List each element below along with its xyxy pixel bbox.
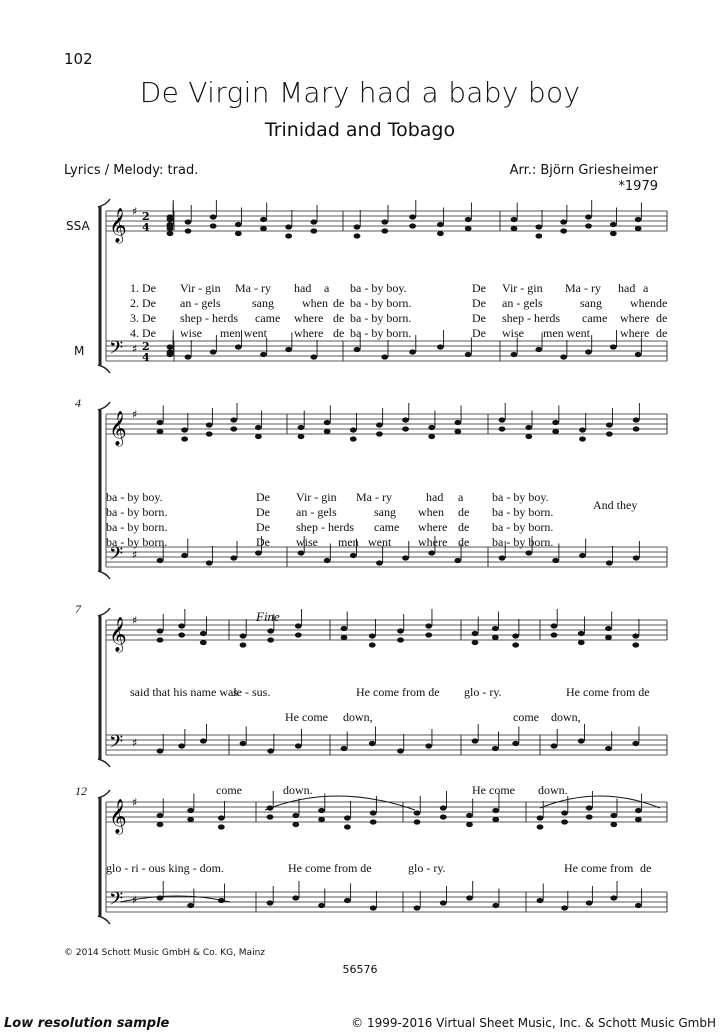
notehead [376, 560, 383, 565]
upper-lyric: He come from de [356, 685, 440, 699]
notehead [492, 626, 499, 631]
notehead [157, 628, 164, 633]
notehead [381, 219, 388, 224]
notehead [370, 819, 377, 824]
notehead [586, 814, 593, 819]
notehead [267, 748, 274, 753]
notehead [210, 214, 217, 219]
notehead [472, 640, 479, 645]
notehead [635, 903, 642, 908]
notehead [369, 741, 376, 746]
notehead [579, 436, 586, 441]
notehead [298, 434, 305, 439]
lower-lyric: He come [285, 710, 328, 724]
notehead [260, 226, 267, 231]
notehead [632, 741, 639, 746]
lower-lyric: down, [551, 710, 581, 724]
notehead [240, 633, 247, 638]
notehead [551, 623, 558, 628]
notehead [285, 347, 292, 352]
measure-number-4: 4 [75, 396, 81, 410]
lower-lyric: come [513, 710, 539, 724]
notehead [369, 633, 376, 638]
notehead [167, 352, 174, 357]
sharp-icon: ♯ [132, 205, 138, 218]
bass-clef-icon: 𝄢 [109, 338, 124, 363]
notehead [552, 420, 559, 425]
sharp-icon: ♯ [132, 342, 138, 356]
voice-label-ssa: SSA [66, 219, 90, 233]
notehead [635, 808, 642, 813]
notehead [551, 632, 558, 637]
notehead [466, 822, 473, 827]
verse-2-line: 2. De an - gels sang when de ba - by born. De an - gels sang when de [130, 296, 668, 310]
notehead [292, 822, 299, 827]
notehead [341, 635, 348, 640]
notehead [610, 813, 617, 818]
bracket-hook [98, 571, 110, 579]
notehead [235, 344, 242, 349]
notehead [235, 231, 242, 236]
top-lyric: come [216, 783, 242, 797]
notehead [525, 434, 532, 439]
notehead [579, 427, 586, 432]
sharp-icon: ♯ [132, 408, 138, 421]
notehead [187, 903, 194, 908]
notehead [560, 354, 567, 359]
bracket-hook [98, 790, 110, 798]
notehead [295, 623, 302, 628]
notehead [255, 550, 262, 555]
time-signature: 2 [142, 210, 150, 223]
catalog-number: 56576 [342, 963, 378, 976]
notehead [255, 425, 262, 430]
notehead [210, 349, 217, 354]
notehead [381, 228, 388, 233]
notehead [440, 900, 447, 905]
notehead [492, 746, 499, 751]
notehead [409, 214, 416, 219]
song-origin: Trinidad and Tobago [264, 119, 456, 141]
notehead [298, 550, 305, 555]
notehead [537, 898, 544, 903]
notehead [425, 743, 432, 748]
notehead [381, 354, 388, 359]
notehead [428, 550, 435, 555]
notehead [354, 347, 361, 352]
notehead [370, 905, 377, 910]
notehead [324, 558, 331, 563]
notehead [465, 226, 472, 231]
notehead [610, 222, 617, 227]
notehead [206, 422, 213, 427]
notehead [185, 219, 192, 224]
low-resolution-label: Low resolution sample [4, 1016, 170, 1031]
verse-3-line: ba - by born. De shep - herds came where de ba - by born. [106, 520, 554, 534]
time-signature: 2 [142, 340, 150, 353]
notehead [537, 815, 544, 820]
notehead [267, 628, 274, 633]
bass-clef-icon: 𝄢 [109, 732, 124, 757]
notehead [511, 352, 518, 357]
notehead [350, 436, 357, 441]
notehead [560, 228, 567, 233]
notehead [454, 420, 461, 425]
notehead [344, 898, 351, 903]
notehead [298, 425, 305, 430]
verse-4-line: ba - by born. De wise men went where de ba - by born. [106, 535, 554, 549]
verse-1-line: 1. De Vir - gin Ma - ry had a ba - by boy. De Vir - gin Ma - ry had a [130, 281, 649, 295]
notehead [586, 805, 593, 810]
notehead [635, 217, 642, 222]
bracket-hook [98, 199, 110, 207]
time-signature: 4 [142, 221, 150, 234]
notehead [535, 224, 542, 229]
arranger-name: Arr.: Björn Griesheimer [509, 163, 658, 178]
notehead [157, 813, 164, 818]
notehead [341, 746, 348, 751]
notehead [185, 228, 192, 233]
notehead [610, 822, 617, 827]
slur [265, 796, 415, 810]
notehead [492, 817, 499, 822]
notehead [535, 347, 542, 352]
notehead [610, 895, 617, 900]
notehead [466, 813, 473, 818]
notehead [402, 426, 409, 431]
notehead [354, 224, 361, 229]
lower-lyric: down, [343, 710, 373, 724]
notehead [585, 223, 592, 228]
site-copyright: © 1999-2016 Virtual Sheet Music, Inc. & Schott Music GmbH [351, 1016, 716, 1030]
notehead [633, 555, 640, 560]
notehead [200, 640, 207, 645]
notehead [632, 633, 639, 638]
notehead [230, 417, 237, 422]
lyrics-credit: Lyrics / Melody: trad. [64, 163, 199, 178]
notehead [578, 631, 585, 636]
notehead [409, 349, 416, 354]
notehead [605, 635, 612, 640]
notehead [466, 895, 473, 900]
notehead [260, 352, 267, 357]
publisher-copyright: © 2014 Schott Music GmbH & Co. KG, Mainz [64, 948, 266, 958]
notehead [157, 558, 164, 563]
notehead [499, 555, 506, 560]
notehead [218, 815, 225, 820]
notehead [512, 633, 519, 638]
upper-lyric: He come from de [566, 685, 650, 699]
notehead [285, 224, 292, 229]
notehead [324, 429, 331, 434]
notehead [492, 635, 499, 640]
notehead [157, 748, 164, 753]
notehead [440, 805, 447, 810]
bass-clef-icon: 𝄢 [109, 544, 124, 569]
notehead [397, 628, 404, 633]
notehead [635, 817, 642, 822]
notehead [230, 555, 237, 560]
notehead [369, 642, 376, 647]
notehead [633, 426, 640, 431]
notehead [454, 429, 461, 434]
measure-number-7: 7 [75, 602, 81, 616]
notehead [414, 905, 421, 910]
notehead [635, 226, 642, 231]
upper-lyric: glo - ry. [464, 685, 502, 699]
notehead [525, 550, 532, 555]
notehead [310, 228, 317, 233]
notehead [586, 900, 593, 905]
notehead [344, 824, 351, 829]
notehead [635, 352, 642, 357]
notehead [465, 352, 472, 357]
notehead [206, 560, 213, 565]
verse-4-line: 4. De wise men went where de ba - by born. De wise men went where de [130, 326, 668, 340]
notehead [292, 813, 299, 818]
notehead [350, 427, 357, 432]
notehead [267, 637, 274, 642]
notehead [350, 553, 357, 558]
notehead [454, 558, 461, 563]
notehead [230, 426, 237, 431]
notehead [492, 903, 499, 908]
notehead [585, 349, 592, 354]
notehead [181, 553, 188, 558]
notehead [157, 637, 164, 642]
refrain-pickup-lyric: And they [593, 498, 638, 512]
notehead [318, 903, 325, 908]
verse-2-line: ba - by born. De an - gels sang when de ba - by born. [106, 505, 554, 519]
notehead [610, 344, 617, 349]
notehead [376, 422, 383, 427]
notehead [579, 553, 586, 558]
notehead [409, 223, 416, 228]
treble-clef-icon: 𝄞 [109, 208, 127, 243]
notehead [472, 738, 479, 743]
bass-clef-icon: 𝄢 [109, 889, 124, 914]
notehead [632, 642, 639, 647]
notehead [310, 219, 317, 224]
notehead [606, 422, 613, 427]
song-title: De Virgin Mary had a baby boy [139, 76, 581, 109]
notehead [187, 817, 194, 822]
notehead [578, 738, 585, 743]
notehead [606, 560, 613, 565]
verse-3-line: 3. De shep - herds came where de ba - by born. De shep - herds came where de [130, 311, 668, 325]
notehead [425, 632, 432, 637]
notehead [606, 431, 613, 436]
notehead [181, 436, 188, 441]
notehead [370, 810, 377, 815]
time-signature: 4 [142, 351, 150, 364]
verse-1-line: ba - by boy. De Vir - gin Ma - ry had a ba - by boy. [106, 490, 549, 504]
notehead [425, 623, 432, 628]
notehead [551, 743, 558, 748]
notehead [578, 640, 585, 645]
notehead [561, 810, 568, 815]
notehead [525, 425, 532, 430]
top-lyric: He come [472, 783, 515, 797]
upper-lyric: said that his name was [130, 685, 238, 699]
notehead [428, 425, 435, 430]
notehead [167, 217, 174, 222]
notehead [167, 226, 174, 231]
notehead [414, 819, 421, 824]
notehead [437, 231, 444, 236]
treble-clef-icon: 𝄞 [109, 799, 127, 834]
notehead [310, 354, 317, 359]
notehead [376, 431, 383, 436]
notehead [561, 905, 568, 910]
notehead [255, 434, 262, 439]
notehead [324, 420, 331, 425]
measure-number-12: 12 [75, 784, 87, 798]
notehead [157, 429, 164, 434]
page-number: 102 [64, 50, 93, 68]
notehead [354, 233, 361, 238]
top-lyric: down. [538, 783, 568, 797]
bracket-hook [98, 759, 110, 767]
sharp-icon: ♯ [132, 893, 138, 907]
notehead [605, 746, 612, 751]
upper-lyric: glo - ri - ous king - dom. [106, 861, 224, 875]
notehead [552, 558, 559, 563]
notehead [240, 642, 247, 647]
notehead [465, 217, 472, 222]
notehead [512, 642, 519, 647]
sharp-icon: ♯ [132, 548, 138, 562]
notehead [178, 632, 185, 637]
notehead [267, 814, 274, 819]
notehead [187, 808, 194, 813]
notehead [397, 637, 404, 642]
notehead [235, 222, 242, 227]
notehead [402, 417, 409, 422]
notehead [633, 417, 640, 422]
notehead [181, 427, 188, 432]
treble-clef-icon: 𝄞 [109, 411, 127, 446]
notehead [218, 824, 225, 829]
notehead [552, 429, 559, 434]
bracket-hook [98, 402, 110, 410]
notehead [560, 219, 567, 224]
notehead [292, 895, 299, 900]
notehead [499, 426, 506, 431]
bracket-hook [98, 608, 110, 616]
notehead [344, 815, 351, 820]
notehead [178, 623, 185, 628]
notehead [178, 743, 185, 748]
notehead [210, 223, 217, 228]
sharp-icon: ♯ [132, 614, 138, 627]
notehead [157, 822, 164, 827]
notehead [295, 632, 302, 637]
notehead [206, 431, 213, 436]
notehead [585, 214, 592, 219]
notehead [492, 808, 499, 813]
notehead [610, 231, 617, 236]
upper-lyric: glo - ry. [408, 861, 446, 875]
notehead [167, 231, 174, 236]
notehead [440, 814, 447, 819]
arranger-birth-year: *1979 [618, 179, 658, 194]
notehead [318, 817, 325, 822]
notehead [157, 420, 164, 425]
notehead [605, 626, 612, 631]
notehead [414, 810, 421, 815]
notehead [402, 555, 409, 560]
notehead [267, 900, 274, 905]
notehead [437, 222, 444, 227]
sharp-icon: ♯ [132, 796, 138, 809]
notehead [341, 626, 348, 631]
notehead [511, 226, 518, 231]
notehead [260, 217, 267, 222]
notehead [200, 738, 207, 743]
upper-lyric: He come from [564, 861, 634, 875]
upper-lyric: Je - sus. [232, 685, 271, 699]
notehead [185, 354, 192, 359]
notehead [428, 434, 435, 439]
fine-marking: Fine [256, 609, 280, 624]
sharp-icon: ♯ [132, 736, 138, 750]
notehead [535, 233, 542, 238]
notehead [397, 748, 404, 753]
notehead [561, 819, 568, 824]
notehead [437, 344, 444, 349]
notehead [512, 741, 519, 746]
notehead [295, 743, 302, 748]
bracket-hook [98, 916, 110, 924]
treble-clef-icon: 𝄞 [109, 617, 127, 652]
top-lyric: down. [283, 783, 313, 797]
notehead [472, 631, 479, 636]
notehead [499, 417, 506, 422]
notehead [285, 233, 292, 238]
notehead [318, 808, 325, 813]
upper-lyric: de [640, 861, 652, 875]
notehead [200, 631, 207, 636]
bracket-hook [98, 365, 110, 373]
notehead [511, 217, 518, 222]
notehead [167, 344, 174, 349]
voice-label-m: M [74, 344, 85, 358]
notehead [537, 824, 544, 829]
notehead [240, 741, 247, 746]
upper-lyric: He come from de [288, 861, 372, 875]
